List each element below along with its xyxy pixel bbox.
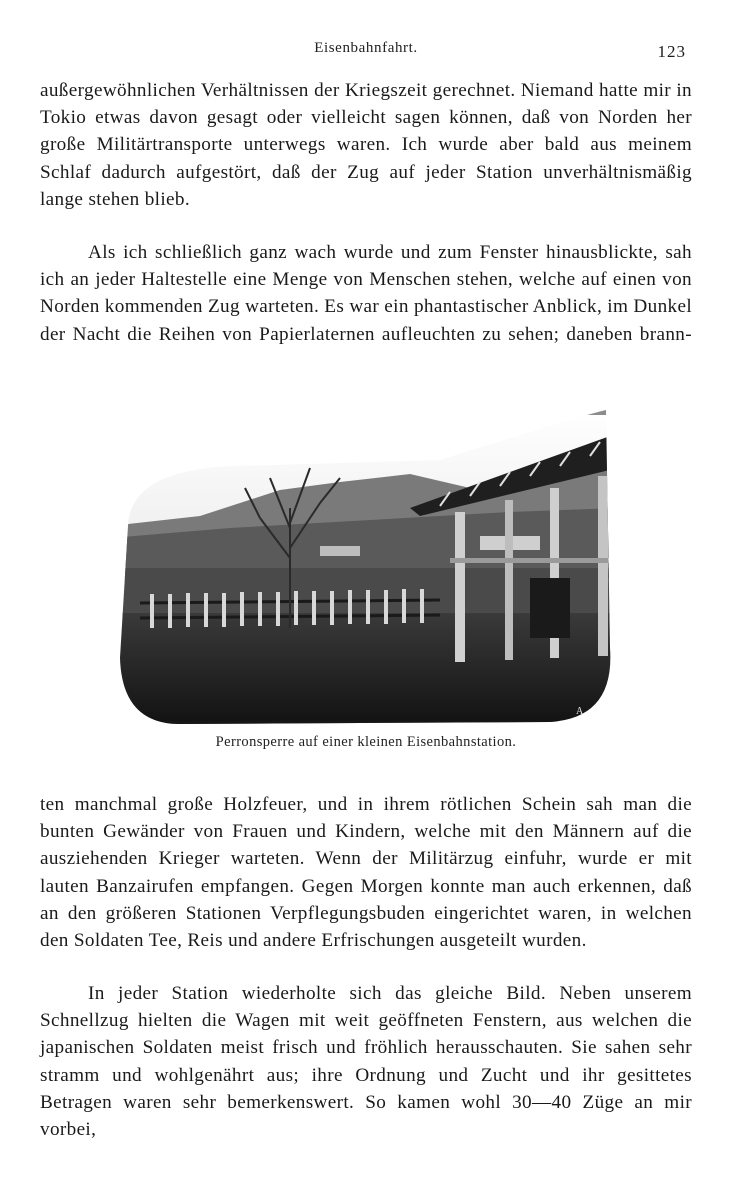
paragraph-2: Als ich schließlich ganz wach wurde und zum Fenster hinausblickte, sah ich an jeder Haltestelle eine Menge von Menschen stehen, welche auf einen von Norden kommenden Zug warteten. Es war ein phantastischer Anblick, im Dunkel der Nacht die Reihen von Papierlaternen aufleuchten zu sehen; daneben brann- bbox=[40, 242, 692, 345]
running-title: Eisenbahnfahrt. bbox=[314, 40, 418, 56]
station-photograph bbox=[110, 408, 618, 728]
page-header bbox=[40, 40, 692, 64]
photo-illustration bbox=[110, 408, 618, 728]
paragraph-1: außergewöhnlichen Verhältnissen der Kriegszeit gerechnet. Niemand hatte mir in Tokio etwas davon gesagt oder vielleicht sagen können, daß von Norden her große Militärtransporte unterwegs waren. Ich wurde aber bald aus meinem Schlaf dadurch aufgestört, daß der Zug auf jeder Station unverhältnismäßig lange stehen blieb. bbox=[40, 80, 692, 210]
paragraph-3: ten manchmal große Holzfeuer, und in ihrem rötlichen Schein sah man die bunten Gewänder von Frauen und Kindern, welche mit den Männern auf die ausziehenden Krieger warteten. Wenn der Militärzug einfuhr, wurde er mit lauten Banzairufen empfangen. Gegen Morgen konnte man auch erkennen, daß an den größeren Stationen Verpflegungsbuden eingerichtet waren, in welchen den Soldaten Tee, Reis und andere Erfrischungen ausgeteilt wurden. bbox=[40, 794, 692, 952]
paragraph-4: In jeder Station wiederholte sich das gleiche Bild. Neben unserem Schnellzug hielten die Wagen mit weit geöffneten Fenstern, aus welchen die japanischen Soldaten meist frisch und fröhlich herausschauten. Sie sahen sehr stramm und wohlgenährt aus; ihre Ordnung und Zucht und ihr gesittetes Betragen waren sehr bemerkenswert. So kamen wohl 30—40 Züge an mir vorbei, bbox=[40, 983, 692, 1141]
engraver-mark: A bbox=[576, 706, 584, 717]
figure-caption: Perronsperre auf einer kleinen Eisenbahnstation. bbox=[215, 734, 517, 750]
page-number: 123 bbox=[657, 42, 686, 61]
